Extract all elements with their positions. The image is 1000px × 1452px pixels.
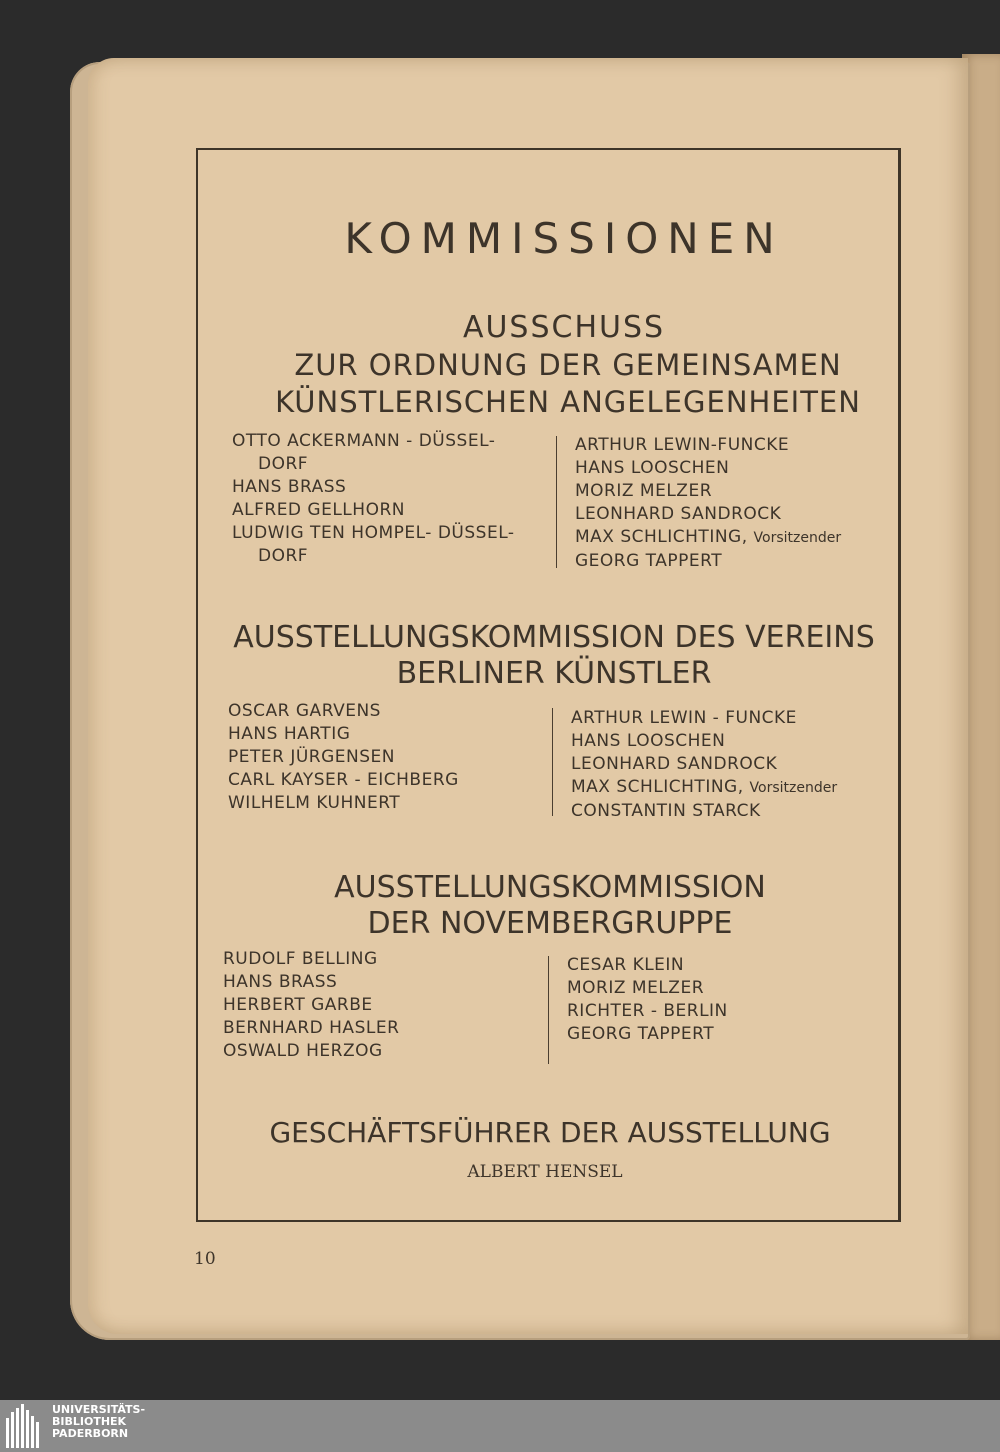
member-name: ARTHUR LEWIN - FUNCKE (571, 708, 797, 728)
member-name: LUDWIG TEN HOMPEL- DÜSSEL- (232, 523, 515, 543)
member-name: ARTHUR LEWIN-FUNCKE (575, 435, 790, 455)
section1-right-column (575, 434, 841, 573)
page-title: KOMMISSIONEN (344, 214, 784, 263)
section1-heading-line1: AUSSCHUSS (462, 310, 666, 345)
member-name-chair (575, 526, 841, 550)
member-name: OTTO ACKERMANN - DÜSSEL- (232, 431, 496, 451)
section2-heading-line1: AUSSTELLUNGSKOMMISSION DES VEREINS (233, 620, 875, 655)
member-name: HERBERT GARBE (223, 995, 373, 1015)
member-name: LEONHARD SANDROCK (571, 754, 778, 774)
member-name: OSCAR GARVENS (228, 701, 381, 721)
member-name: HANS BRASS (232, 477, 347, 497)
member-name: HANS LOOSCHEN (575, 458, 730, 478)
member-name: HANS HARTIG (228, 724, 351, 744)
member-name: HANS BRASS (223, 972, 338, 992)
library-logo-icon (6, 1404, 46, 1448)
member-name: CARL KAYSER - EICHBERG (228, 770, 459, 790)
library-footer-bar (0, 1400, 1000, 1452)
logo-line: BIBLIOTHEK (52, 1415, 127, 1428)
member-name: CONSTANTIN STARCK (571, 801, 761, 821)
section4-heading: GESCHÄFTSFÜHRER DER AUSSTELLUNG (269, 1116, 831, 1149)
member-name: GEORG TAPPERT (567, 1024, 715, 1044)
page-number: 10 (194, 1249, 216, 1269)
member-name: OSWALD HERZOG (223, 1041, 383, 1061)
member-name: RUDOLF BELLING (223, 949, 378, 969)
section3-right-column (567, 954, 728, 1046)
section2-left-column (228, 700, 459, 815)
member-name: LEONHARD SANDROCK (575, 504, 782, 524)
section2-right-column (571, 707, 837, 823)
member-name: MORIZ MELZER (575, 481, 713, 501)
member-name: GEORG TAPPERT (575, 551, 723, 571)
member-name: BERNHARD HASLER (223, 1018, 400, 1038)
member-name: MAX SCHLICHTING, (575, 527, 748, 547)
member-name: CESAR KLEIN (567, 955, 685, 975)
section1-heading-line2: ZUR ORDNUNG DER GEMEINSAMEN (294, 348, 842, 382)
member-name: DORF (258, 454, 309, 474)
member-name: WILHELM KUHNERT (228, 793, 401, 813)
director-name: ALBERT HENSEL (467, 1162, 623, 1182)
member-name: HANS LOOSCHEN (571, 731, 726, 751)
chair-note: Vorsitzender (749, 780, 838, 796)
column-divider (556, 436, 557, 568)
member-name: PETER JÜRGENSEN (228, 747, 395, 767)
section3-left-column (223, 948, 399, 1063)
member-name: ALFRED GELLHORN (232, 500, 405, 520)
section2-heading-line2: BERLINER KÜNSTLER (396, 656, 712, 691)
member-name: MAX SCHLICHTING, (571, 777, 744, 797)
member-name: RICHTER - BERLIN (567, 1001, 728, 1021)
column-divider (552, 708, 553, 816)
section1-heading-line3: KÜNSTLERISCHEN ANGELEGENHEITEN (275, 385, 861, 419)
member-name: MORIZ MELZER (567, 978, 705, 998)
section3-heading-line2: DER NOVEMBERGRUPPE (367, 906, 733, 941)
chair-note: Vorsitzender (753, 530, 842, 546)
member-name: DORF (258, 546, 309, 566)
column-divider (548, 956, 549, 1064)
logo-line: UNIVERSITÄTS- (52, 1403, 146, 1416)
section3-heading-line1: AUSSTELLUNGSKOMMISSION (334, 870, 766, 905)
library-logo-text (52, 1404, 145, 1440)
section1-left-column (232, 430, 515, 568)
logo-line: PADERBORN (52, 1427, 129, 1440)
member-name-chair (571, 776, 837, 800)
